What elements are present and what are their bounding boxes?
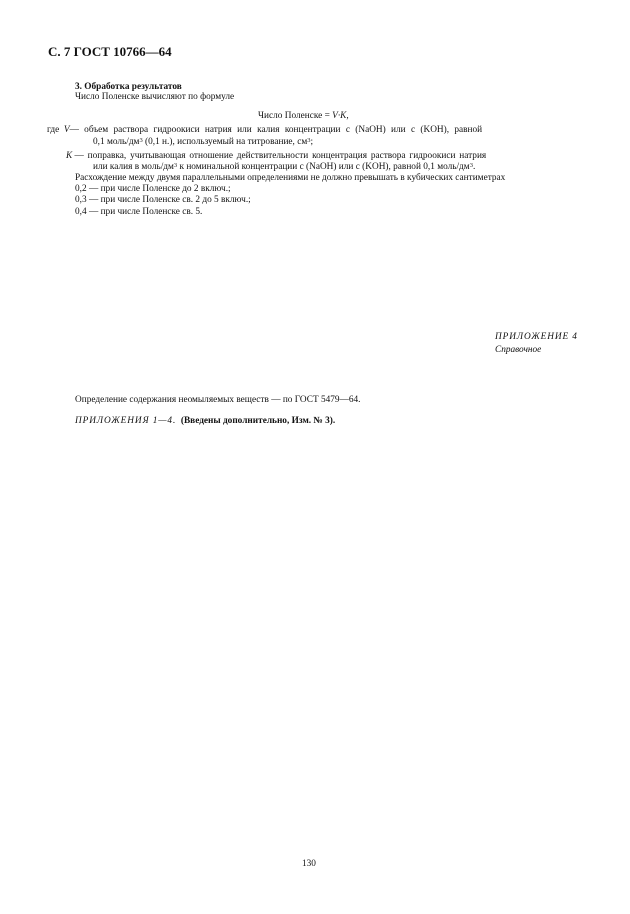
v-definition-line1 [47, 125, 482, 136]
k-symbol: K [66, 151, 73, 161]
v-text: — объем раствора гидроокиси натрия или калия концентрации c (NaOH) или c (KOH), равной [69, 125, 483, 135]
tolerance-item: 0,3 — при числе Поленске св. 2 до 5 включ.; [75, 195, 251, 205]
formula-left: Число Поленске = [258, 111, 333, 121]
v-text-2c: ; [310, 137, 314, 147]
formula [258, 111, 349, 122]
note-italic: ПРИЛОЖЕНИЯ 1—4. [75, 416, 177, 426]
page-number: 130 [302, 859, 316, 869]
appendix-subtitle: Справочное [495, 345, 542, 355]
note-bold: (Введены дополнительно, Изм. № 3). [180, 416, 336, 426]
k-definition-line1 [66, 151, 486, 162]
k-text-2c: . [472, 162, 476, 172]
k-text-2b: к номинальной концентрации c (NaOH) или c (KOH), равной 0,1 моль/дм [177, 162, 470, 172]
superscript: 3 [173, 162, 178, 169]
k-text: — поправка, учитывающая отношение действительности концентрация раствора гидроокиси натрия [74, 151, 487, 161]
superscript: 3 [139, 137, 143, 144]
intro-text: Число Поленске вычисляют по формуле [75, 92, 235, 102]
appendix-text: Определение содержания неомыляемых веществ — по ГОСТ 5479—64. [75, 395, 361, 405]
discrepancy-text: Расхождение между двумя параллельными определениями не должно превышать в кубических сантиметрах [75, 173, 506, 183]
page-header: С. 7 ГОСТ 10766—64 [48, 44, 172, 59]
k-text-2a: или калия в моль/дм [93, 162, 174, 172]
formula-right: V·K, [332, 111, 349, 121]
superscript: 3 [307, 137, 311, 144]
v-symbol: V [63, 125, 70, 135]
k-definition-line2 [93, 162, 475, 173]
appendix-title: ПРИЛОЖЕНИЕ 4 [495, 332, 578, 342]
tolerance-item: 0,2 — при числе Поленске до 2 включ.; [75, 184, 231, 194]
v-text-2b: (0,1 н.), используемый на титрование, см [142, 137, 308, 147]
where-label: где [47, 125, 60, 135]
tolerance-item: 0,4 — при числе Поленске св. 5. [75, 207, 203, 217]
v-definition-line2 [93, 137, 313, 148]
section-title: 3. Обработка результатов [75, 82, 182, 92]
v-text-2a: 0,1 моль/дм [93, 137, 140, 147]
superscript: 3 [469, 162, 473, 169]
amendment-note [75, 416, 335, 427]
